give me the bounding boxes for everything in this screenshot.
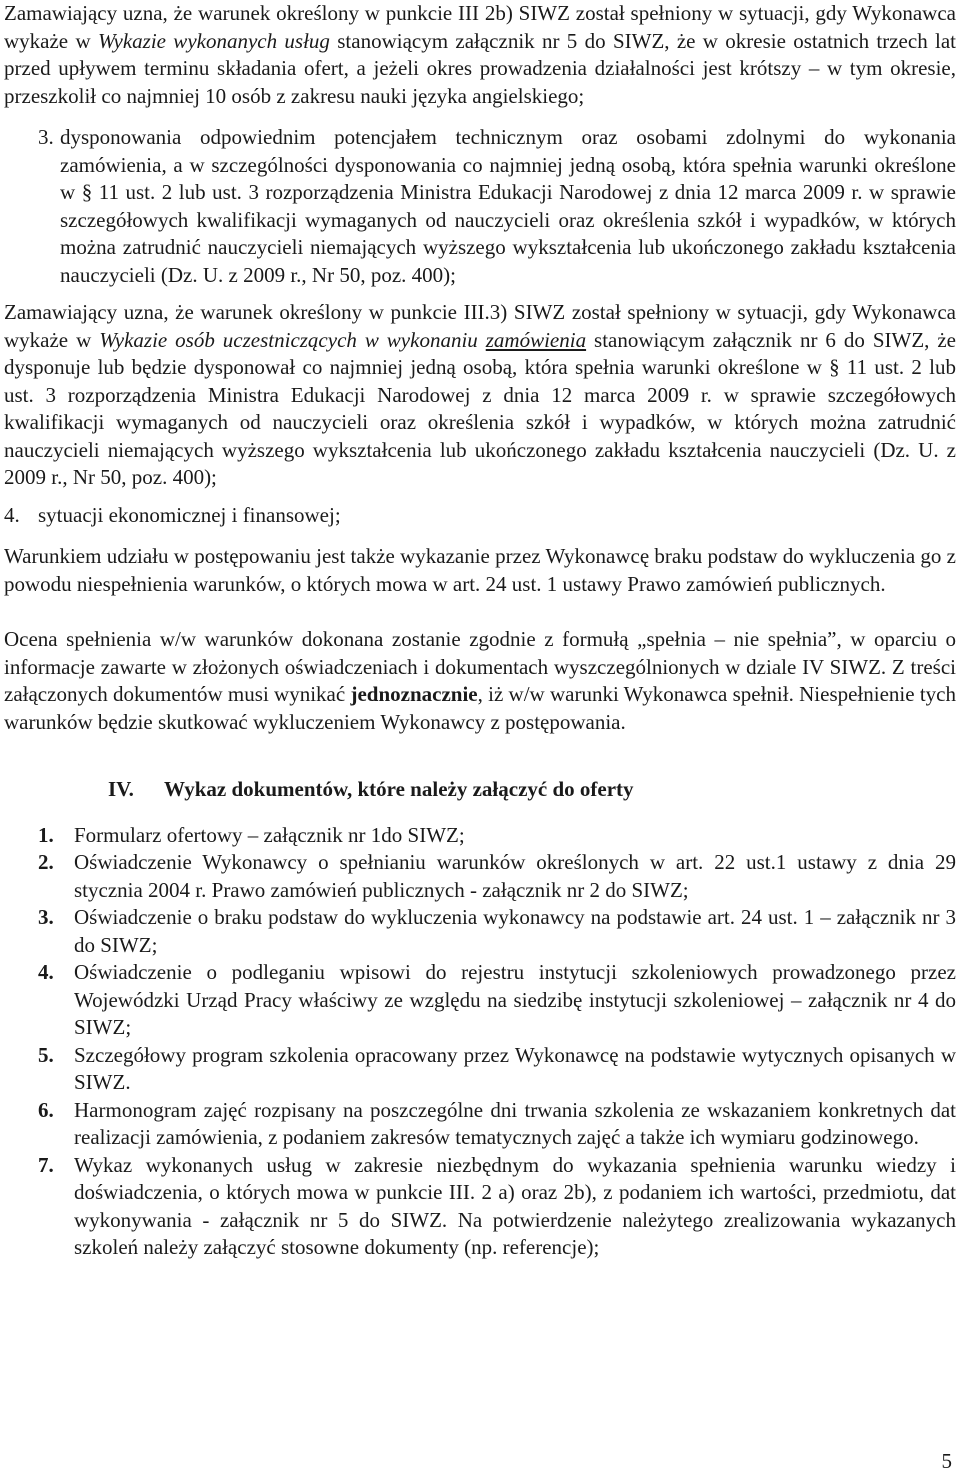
document-text: Wykaz wykonanych usług w zakresie niezbędnym do wykazania spełnienia warunku wiedzy i doświadczenia, o których mowa w punkcie III. 2 a) oraz 2b), z podaniem ich wartości, przedmiotu, dat wykonywania - załącznik nr 5 do SIWZ. Na potwierdzenie należytego zrealizowania wykazanych szkoleń należy załączyć stosowne dokumenty (np. referencje);: [74, 1152, 956, 1259]
document-number: 2.: [38, 850, 54, 874]
documents-list: [4, 822, 956, 1262]
item-number: 3.: [38, 125, 54, 149]
document-text: Formularz ofertowy – załącznik nr 1do SIWZ;: [74, 822, 465, 847]
text-run: Ocena spełnienia w/w warunków dokonana zostanie zgodnie z formułą „spełnia – nie spełnia”, w oparciu o informacje zawarte w złożonych oświadczeniach i dokumentach wyszczególnionych w dziale IV SIWZ. Z treści załączonych dokumentów musi wynikać: [4, 627, 956, 706]
paragraph-condition-3: [4, 299, 956, 492]
condition-item-4: [4, 502, 956, 530]
paragraph-condition-2b: [4, 0, 956, 110]
document-text: Harmonogram zajęć rozpisany na poszczególne dni trwania szkolenia ze wskazaniem konkretnych dat realizacji zamówienia, z podaniem zakresów tematycznych zajęć a także ich wymiaru godzinowego.: [74, 1097, 956, 1149]
text-run: Zamawiający uzna, że warunek określony w punkcie III.3) SIWZ został spełniony w sytuacji, gdy Wykonawca wykaże w: [4, 300, 956, 352]
text-run: stanowiącym załącznik nr 6 do SIWZ, że dysponuje lub będzie dysponował co najmniej jedną osobą, która spełnia warunki określone w § 11 ust. 2 lub ust. 3 rozporządzenia Ministra Edukacji Narodowej z dnia 12 marca 2009 r. w sprawie szczegółowych kwalifikacji wymaganych od nauczycieli oraz określenia szkół i wypadków, w których można zatrudnić nauczycieli niemających wyższego wykształcenia lub ukończonego zakładu kształcenia nauczycieli (Dz. U. z 2009 r., Nr 50, poz. 400);: [4, 327, 956, 489]
item-text: dysponowania odpowiednim potencjałem technicznym oraz osobami zdolnymi do wykonania zamówienia, a w szczególności dysponowania co najmniej jedną osobą, która spełnia warunki określone w § 11 ust. 2 lub ust. 3 rozporządzenia Ministra Edukacji Narodowej z dnia 12 marca 2009 r. w sprawie szczegółowych kwalifikacji wymaganych od nauczycieli oraz określenia szkół i wypadków, w których można zatrudnić nauczycieli niemających wyższego wykształcenia lub ukończonego zakładu kształcenia nauczycieli (Dz. U. z 2009 r., Nr 50, poz. 400);: [60, 125, 956, 287]
document-number: 4.: [38, 960, 54, 984]
italic-underlined-run: zamówienia: [485, 327, 587, 352]
document-list-item: [4, 822, 956, 850]
item-text: sytuacji ekonomicznej i finansowej;: [38, 502, 341, 527]
document-list-item: [4, 1152, 956, 1262]
document-page: [4, 0, 956, 1262]
document-list-item: [4, 1097, 956, 1152]
document-text: Szczegółowy program szkolenia opracowany przez Wykonawcę na podstawie wytycznych opisanych w SIWZ.: [74, 1042, 956, 1094]
document-list-item: [4, 959, 956, 1042]
text-run: , iż w/w warunki Wykonawca spełnił. Niespełnienie tych warunków będzie skutkować wykluczeniem Wykonawcy z postępowania.: [4, 682, 956, 734]
page-number: 5: [941, 1449, 952, 1473]
document-text: Oświadczenie Wykonawcy o spełnianiu warunków określonych w art. 22 ust.1 ustawy z dnia 29 stycznia 2004 r. Prawo zamówień publicznych - załącznik nr 2 do SIWZ;: [74, 850, 956, 902]
document-number: 6.: [38, 1097, 54, 1122]
paragraph-assessment: [4, 626, 956, 736]
italic-run: Wykazie osób uczestniczących w wykonaniu: [99, 327, 486, 352]
paragraph-exclusion: Warunkiem udziału w postępowaniu jest także wykazanie przez Wykonawcę braku podstaw do wykluczenia go z powodu niespełnienia warunków, o których mowa w art. 24 ust. 1 ustawy Prawo zamówień publicznych.: [4, 544, 956, 596]
document-number: 1.: [38, 822, 54, 847]
text-run: Zamawiający uzna, że warunek określony w punkcie III 2b) SIWZ został spełniony w sytuacji, gdy Wykonawca wykaże w: [4, 1, 956, 53]
section-number: IV.: [108, 777, 134, 801]
condition-item-3: [4, 124, 956, 289]
document-text: Oświadczenie o podleganiu wpisowi do rejestru instytucji szkoleniowych prowadzonego przez Wojewódzki Urząd Pracy właściwy ze względu na siedzibę instytucji szkoleniowej – załącznik nr 4 do SIWZ;: [74, 960, 956, 1039]
document-list-item: [4, 849, 956, 904]
document-number: 5.: [38, 1042, 54, 1067]
section-heading-iv: [4, 776, 956, 804]
document-text: Oświadczenie o braku podstaw do wykluczenia wykonawcy na podstawie art. 24 ust. 1 – załącznik nr 3 do SIWZ;: [74, 905, 956, 957]
bold-run: jednoznacznie: [350, 682, 478, 706]
item-number: 4.: [4, 502, 20, 527]
text-run: stanowiącym załącznik nr 5 do SIWZ, że w okresie ostatnich trzech lat przed upływem terminu składania ofert, a jeżeli okres prowadzenia działalności jest krótszy – w tym okresie, przeszkolił co najmniej 10 osób z zakresu nauki języka angielskiego;: [4, 28, 957, 108]
document-number: 3.: [38, 905, 54, 929]
section-title: Wykaz dokumentów, które należy załączyć do oferty: [164, 777, 634, 801]
document-list-item: [4, 1042, 956, 1097]
document-list-item: [4, 904, 956, 959]
document-number: 7.: [38, 1152, 54, 1177]
italic-run: Wykazie wykonanych usług: [97, 28, 330, 53]
